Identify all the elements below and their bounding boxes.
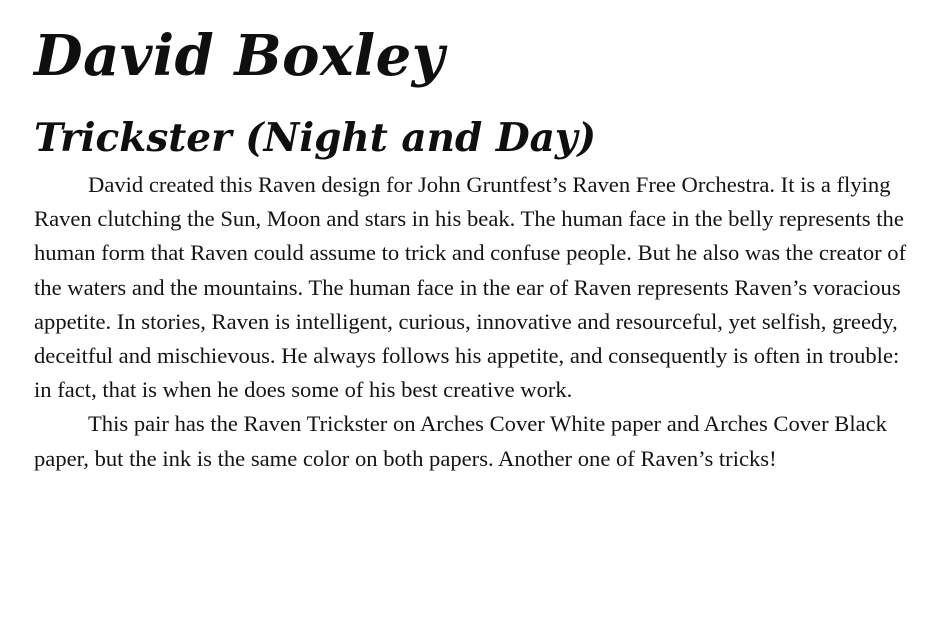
artwork-title-heading: Trickster (Night and Day) <box>34 115 597 161</box>
artist-name-heading: David Boxley <box>34 23 445 89</box>
description-body <box>34 168 908 476</box>
document-page <box>34 14 908 476</box>
description-paragraph: David created this Raven design for John Gruntfest’s Raven Free Orchestra. It is a flying Raven clutching the Sun, Moon and stars in his beak. The human face in the belly represents the human form that Raven could assume to trick and confuse people. But he also was the creator of the waters and the mountains. The human face in the ear of Raven represents Raven’s voracious appetite. In stories, Raven is intelligent, curious, innovative and resourceful, yet selfish, greedy, deceitful and mischievous. He always follows his appetite, and consequently is often in trouble: in fact, that is when he does some of his best creative work. <box>34 172 907 403</box>
description-paragraph: This pair has the Raven Trickster on Arches Cover White paper and Arches Cover Black paper, but the ink is the same color on both papers. Another one of Raven’s tricks! <box>34 411 887 471</box>
